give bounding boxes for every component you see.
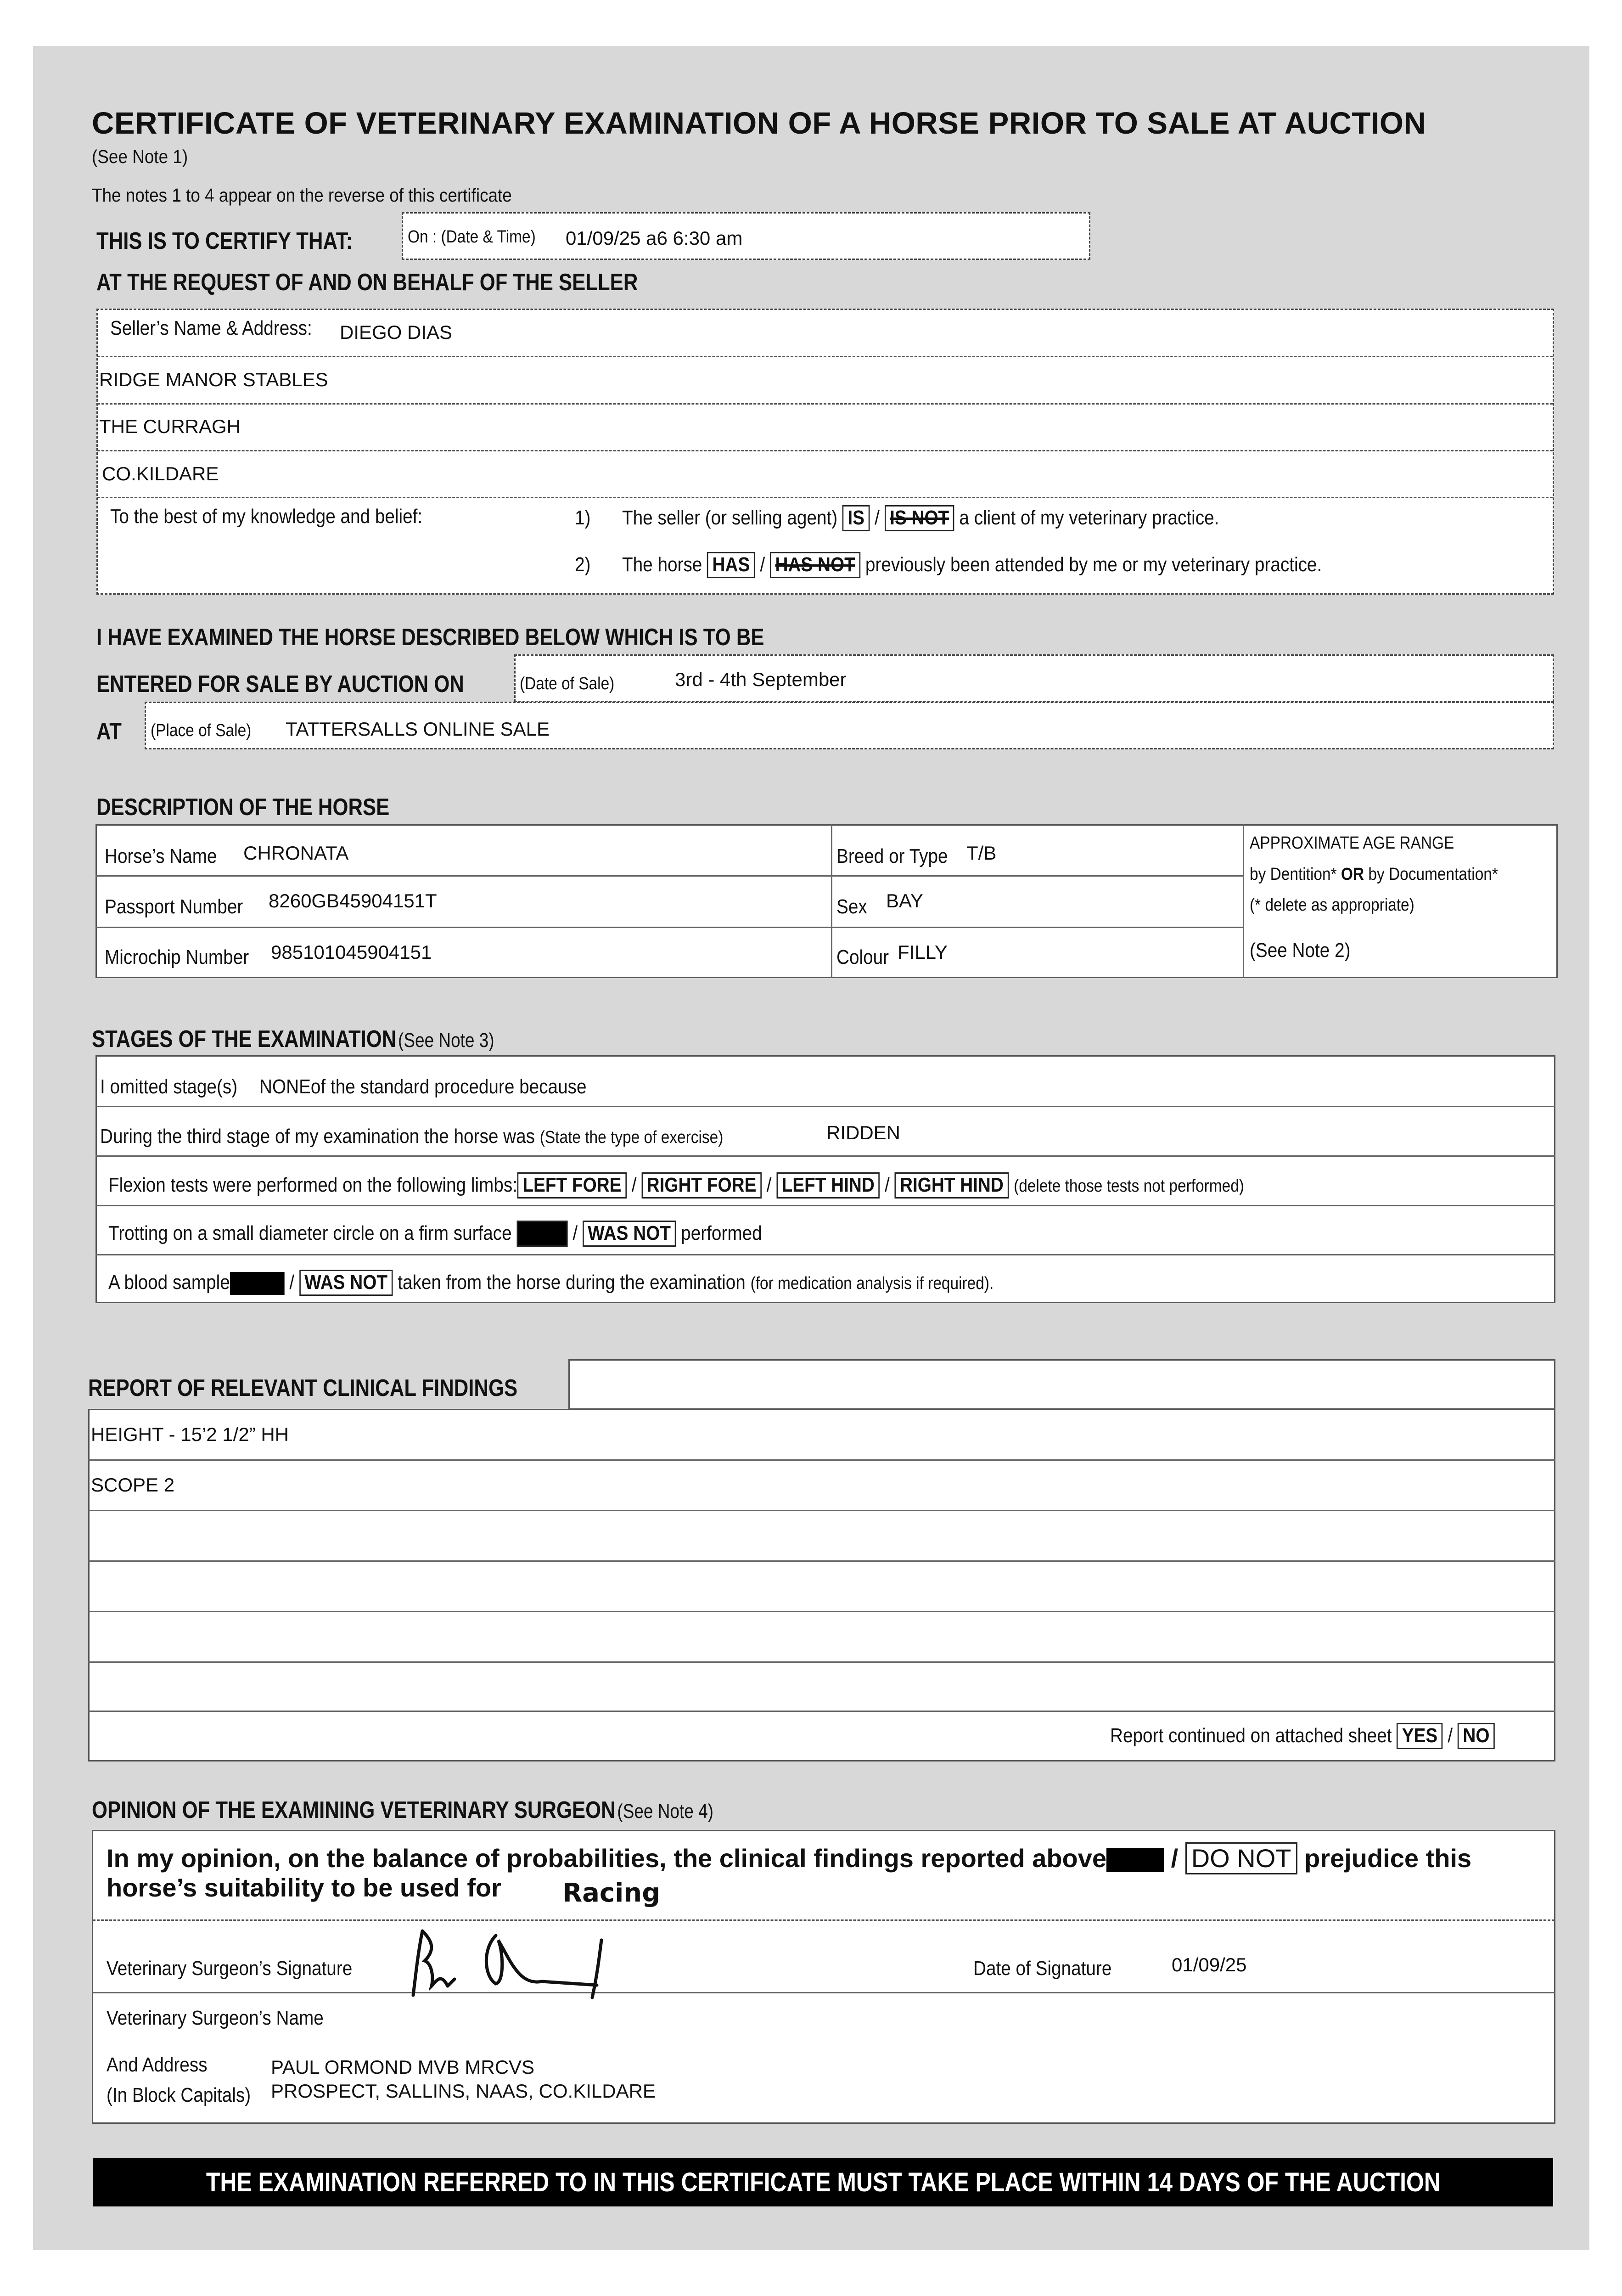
seller-heading: AT THE REQUEST OF AND ON BEHALF OF THE SELLER: [96, 269, 638, 296]
colour-label: Colour: [836, 946, 889, 968]
omit-value: NONE: [259, 1075, 311, 1098]
microchip-label: Microchip Number: [105, 946, 249, 968]
sale-place-value: TATTERSALLS ONLINE SALE: [286, 718, 550, 740]
sale-heading-1: I HAVE EXAMINED THE HORSE DESCRIBED BELOW WHICH IS TO BE: [96, 624, 764, 651]
trotting-row: Trotting on a small diameter circle on a firm surface WAS / WAS NOT performed: [108, 1221, 762, 1247]
sale-place-label: (Place of Sale): [151, 721, 252, 740]
notes-line: The notes 1 to 4 appear on the reverse of this certificate: [92, 185, 512, 206]
sale-heading-2: ENTERED FOR SALE BY AUCTION ON: [96, 671, 464, 698]
page-title: CERTIFICATE OF VETERINARY EXAMINATION OF A HORSE PRIOR TO SALE AT AUCTION: [92, 106, 1426, 141]
sale-date-field[interactable]: [514, 654, 1554, 702]
trot-was-not-option[interactable]: WAS NOT: [583, 1221, 676, 1247]
age-range-title: APPROXIMATE AGE RANGE: [1250, 833, 1454, 853]
sale-date-label: (Date of Sale): [520, 674, 615, 693]
vet-address: PROSPECT, SALLINS, NAAS, CO.KILDARE: [271, 2080, 656, 2102]
flexion-row: Flexion tests were performed on the following limbs: LEFT FORE / RIGHT FORE / LEFT HIND / RIGHT HIND (delete those tests not performed): [108, 1172, 1244, 1199]
microchip-number: 985101045904151: [271, 941, 432, 963]
sex-value: BAY: [886, 890, 923, 912]
statement-2: The horse HAS / HAS NOT previously been attended by me or my veterinary practice.: [622, 552, 1322, 578]
opinion-heading: OPINION OF THE EXAMINING VETERINARY SURGEON (See Note 4): [92, 1797, 713, 1823]
has-not-option[interactable]: HAS NOT: [770, 552, 860, 578]
passport-label: Passport Number: [105, 895, 243, 918]
vet-name: PAUL ORMOND MVB MRCVS: [271, 2056, 535, 2078]
age-range-see-note: (See Note 2): [1250, 939, 1351, 962]
limb-right-hind[interactable]: RIGHT HIND: [895, 1172, 1009, 1199]
opinion-text-2: horse’s suitability to be used for: [107, 1873, 501, 1902]
opinion-do-option-redacted[interactable]: [1106, 1848, 1164, 1872]
footer-banner: THE EXAMINATION REFERRED TO IN THIS CERTIFICATE MUST TAKE PLACE WITHIN 14 DAYS OF THE AUCTION: [93, 2158, 1553, 2206]
vet-address-label-2: (In Block Capitals): [107, 2084, 251, 2106]
statement-1: The seller (or selling agent) IS / IS NOT a client of my veterinary practice.: [622, 505, 1219, 531]
is-option[interactable]: IS: [842, 505, 870, 531]
seller-address-line-2: THE CURRAGH: [99, 416, 241, 437]
age-range-delete-note: (* delete as appropriate): [1250, 895, 1414, 915]
knowledge-label: To the best of my knowledge and belief:: [110, 505, 423, 528]
seller-name-label: Seller’s Name & Address:: [110, 317, 312, 339]
use-value: Racing: [562, 1878, 661, 1908]
has-option[interactable]: HAS: [707, 552, 755, 578]
date-time-label: On : (Date & Time): [408, 227, 536, 247]
trot-was-option-redacted[interactable]: WAS: [516, 1221, 567, 1247]
colour-value: FILLY: [898, 941, 948, 963]
statement-1-number: 1): [575, 506, 591, 529]
opinion-do-not-option[interactable]: DO NOT: [1185, 1842, 1297, 1874]
continued-yes-option[interactable]: YES: [1397, 1723, 1442, 1749]
blood-sample-row: A blood sample / WAS NOT taken from the horse during the examination (for medication analysis if required).: [108, 1270, 993, 1296]
age-range-options: by Dentition* OR by Documentation*: [1250, 865, 1498, 884]
seller-address-line-1: RIDGE MANOR STABLES: [99, 369, 328, 390]
vet-address-label-1: And Address: [107, 2054, 208, 2076]
is-not-option[interactable]: IS NOT: [885, 505, 954, 531]
date-of-signature-label: Date of Signature: [973, 1957, 1112, 1980]
sale-at-label: AT: [96, 718, 122, 745]
report-line-2: SCOPE 2: [91, 1474, 175, 1496]
breed-value: T/B: [966, 842, 997, 864]
blood-was-not-option[interactable]: WAS NOT: [299, 1270, 393, 1296]
continued-no-option[interactable]: NO: [1458, 1723, 1495, 1749]
certify-label: THIS IS TO CERTIFY THAT:: [96, 228, 353, 254]
horse-name-label: Horse’s Name: [105, 845, 217, 867]
report-line-1: HEIGHT - 15’2 1/2” HH: [91, 1424, 289, 1445]
breed-label: Breed or Type: [836, 845, 948, 867]
report-heading: REPORT OF RELEVANT CLINICAL FINDINGS: [88, 1375, 518, 1401]
blood-was-option-redacted[interactable]: [230, 1272, 285, 1295]
vet-name-label: Veterinary Surgeon’s Name: [107, 2007, 324, 2029]
description-heading: DESCRIPTION OF THE HORSE: [96, 794, 390, 821]
limb-right-fore[interactable]: RIGHT FORE: [641, 1172, 762, 1199]
see-note-1: (See Note 1): [92, 146, 188, 167]
passport-number: 8260GB45904151T: [269, 890, 437, 912]
limb-left-hind[interactable]: LEFT HIND: [776, 1172, 880, 1199]
report-box: [88, 1409, 1555, 1761]
third-stage-value: RIDDEN: [826, 1122, 901, 1143]
report-continued: Report continued on attached sheet YES / NO: [1110, 1723, 1495, 1749]
seller-name: DIEGO DIAS: [340, 321, 453, 343]
third-stage-row: During the third stage of my examination the horse was (State the type of exercise): [100, 1125, 724, 1148]
statement-2-number: 2): [575, 553, 591, 576]
date-of-signature-value: 01/09/25: [1172, 1954, 1247, 1975]
vet-signature: [404, 1922, 643, 2000]
stages-heading: STAGES OF THE EXAMINATION (See Note 3): [92, 1026, 494, 1052]
signature-label: Veterinary Surgeon’s Signature: [107, 1957, 353, 1980]
horse-name: CHRONATA: [243, 842, 349, 864]
limb-left-fore[interactable]: LEFT FORE: [517, 1172, 627, 1199]
seller-address-line-3: CO.KILDARE: [102, 463, 219, 484]
sex-label: Sex: [836, 895, 867, 918]
date-time-value: 01/09/25 a6 6:30 am: [566, 227, 743, 249]
omit-row: I omitted stage(s) NONEof the standard procedure because: [100, 1075, 587, 1098]
sale-date-value: 3rd - 4th September: [675, 669, 847, 690]
opinion-text-1: In my opinion, on the balance of probabilities, the clinical findings reported above / DO NOT prejudice this: [107, 1842, 1471, 1874]
report-heading-box: [568, 1359, 1555, 1410]
